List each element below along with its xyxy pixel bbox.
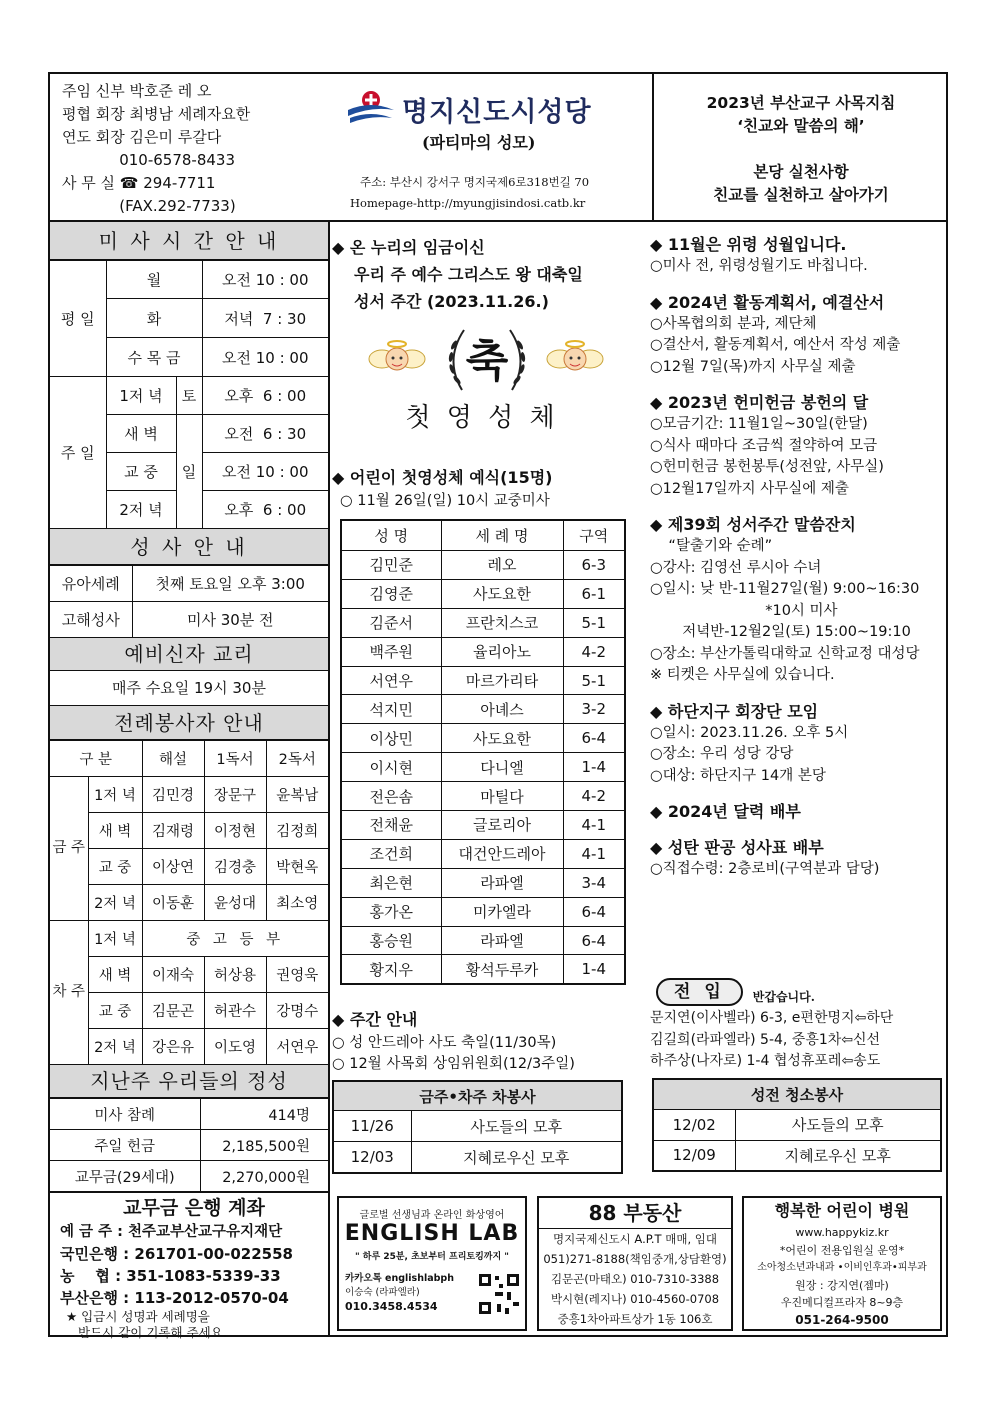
fc-name: 백주원 bbox=[341, 637, 441, 666]
mass-time: 오전 10 : 00 bbox=[202, 453, 328, 491]
guideline-theme: ‘친교와 말씀의 해’ bbox=[737, 117, 865, 135]
hospital-title: 행복한 어린이 병원 bbox=[774, 1201, 910, 1220]
feast-title-2: 우리 주 예수 그리스도 왕 대축일 bbox=[354, 265, 583, 284]
notice-title: ◆ 2024년 달력 배부 bbox=[650, 802, 801, 821]
notice-title: ◆ 성탄 판공 성사표 배부 bbox=[650, 838, 824, 857]
liturgy-person: 강은유 bbox=[142, 1029, 204, 1065]
ad-realty bbox=[537, 1196, 733, 1331]
yeondo-president-line: 연도 회장 김은미 루갈다 bbox=[62, 128, 222, 146]
offering-value: 2,185,500원 bbox=[200, 1130, 328, 1161]
angel-right-icon bbox=[546, 335, 604, 385]
fc-baptismal-name: 황석두루카 bbox=[441, 955, 563, 984]
fc-district: 6-3 bbox=[563, 551, 625, 580]
fc-baptismal-name: 레오 bbox=[441, 551, 563, 580]
mass-times-title: 미 사 시 간 안 내 bbox=[50, 222, 328, 260]
sacrament-title: 성 사 안 내 bbox=[50, 529, 328, 565]
notice-title: ◆ 2023년 헌미헌금 봉헌의 달 bbox=[650, 393, 869, 412]
office-phone: 사 무 실 ☎ 294-7711 bbox=[62, 174, 216, 192]
fc-district: 1-4 bbox=[563, 753, 625, 782]
liturgy-group: 중 고 등 부 bbox=[142, 921, 328, 957]
notice-line: 저녁반-12월2일(토) 15:00~19:10 bbox=[650, 624, 911, 640]
liturgy-slot: 교 중 bbox=[88, 993, 142, 1029]
fc-district: 6-4 bbox=[563, 926, 625, 955]
liturgy-person: 이상연 bbox=[142, 849, 204, 885]
fc-row bbox=[341, 897, 625, 926]
fc-baptismal-name: 마틸다 bbox=[441, 782, 563, 811]
pastor-line: 주임 신부 박호준 레 오 bbox=[62, 82, 212, 100]
fc-name: 홍승원 bbox=[341, 926, 441, 955]
fc-district: 3-2 bbox=[563, 695, 625, 724]
fc-row bbox=[341, 551, 625, 580]
catechumen-title: 예비신자 교리 bbox=[50, 638, 328, 671]
notice-line: ○대상: 하단지구 14개 본당 bbox=[650, 767, 826, 784]
sacrament-table bbox=[50, 565, 328, 638]
first-communion-banner bbox=[332, 315, 638, 465]
offering-value: 414명 bbox=[200, 1099, 328, 1130]
cleaning-group: 지혜로우신 모후 bbox=[735, 1140, 941, 1171]
notice-line: ※ 티켓은 사무실에 있습니다. bbox=[650, 667, 835, 683]
notice-title: ◆ 11월은 위령 성월입니다. bbox=[650, 235, 847, 254]
council-president-line: 평협 회장 최병남 세례자요한 bbox=[62, 105, 251, 123]
mass-slot: 교 중 bbox=[106, 453, 176, 491]
feast-title-1: ◆ 온 누리의 임금이신 bbox=[332, 238, 485, 257]
offering-label: 주일 헌금 bbox=[50, 1130, 200, 1161]
liturgy-person: 이동훈 bbox=[142, 885, 204, 921]
english-logo: ENGLISH LAB bbox=[344, 1221, 520, 1246]
liturgy-table bbox=[50, 740, 328, 1065]
offering-title: 지난주 우리들의 정성 bbox=[50, 1065, 328, 1098]
fc-name: 이상민 bbox=[341, 724, 441, 753]
notice-title: ◆ 2024년 활동계획서, 예결산서 bbox=[650, 292, 885, 312]
liturgy-title: 전례봉사자 안내 bbox=[50, 706, 328, 740]
church-name: 명지신도시성당 bbox=[402, 97, 592, 128]
next-week-label: 차 주 bbox=[50, 921, 88, 1065]
fc-name: 홍가온 bbox=[341, 897, 441, 926]
liturgy-slot: 1저 녁 bbox=[88, 777, 142, 813]
fc-header: 성 명 bbox=[341, 520, 441, 551]
realty-line: 김문곤(마태오) 010-7310-3388 bbox=[550, 1272, 720, 1286]
fc-baptismal-name: 사도요한 bbox=[441, 579, 563, 608]
fc-row bbox=[341, 955, 625, 984]
angel-left-icon bbox=[368, 335, 426, 385]
hospital-line: 원장 : 강지연(젬마) bbox=[795, 1278, 889, 1292]
mass-slot: 2저 녁 bbox=[106, 491, 176, 529]
liturgy-person: 허상용 bbox=[204, 957, 266, 993]
weekly-notice-line: ○ 12월 사목회 상임위원회(12/3주일) bbox=[332, 1056, 575, 1073]
diocese-guideline bbox=[654, 92, 948, 207]
fc-header: 구역 bbox=[563, 520, 625, 551]
liturgy-person: 윤복남 bbox=[266, 777, 328, 813]
bank-title: 교무금 은행 계좌 bbox=[123, 1197, 265, 1219]
fc-name: 석지민 bbox=[341, 695, 441, 724]
fc-baptismal-name: 마르가리타 bbox=[441, 666, 563, 695]
notice-line: ○헌미헌금 봉헌봉투(성전앞, 사무실) bbox=[650, 459, 884, 475]
liturgy-person: 김경충 bbox=[204, 849, 266, 885]
first-communion-time: ○ 11월 26일(일) 10시 교중미사 bbox=[340, 493, 550, 509]
realty-line: 051)271-8188(책임중개,상담환영) bbox=[543, 1252, 727, 1266]
liturgy-person: 이재숙 bbox=[142, 957, 204, 993]
hospital-line: 051-264-9500 bbox=[795, 1312, 889, 1327]
offering-label: 미사 참례 bbox=[50, 1099, 200, 1130]
fc-district: 6-4 bbox=[563, 897, 625, 926]
fc-baptismal-name: 대건안드레아 bbox=[441, 839, 563, 868]
fc-row bbox=[341, 753, 625, 782]
church-address: 주소: 부산시 강서구 명지국제6로318번길 70 bbox=[360, 175, 590, 189]
fc-row bbox=[341, 811, 625, 840]
realty-line: 명지국제신도시 A.P.T 매매, 임대 bbox=[553, 1232, 717, 1246]
transfer-line: 하주상(나자로) 1-4 협성휴포레⇦송도 bbox=[650, 1053, 881, 1069]
guideline-year: 2023년 부산교구 사목지침 bbox=[706, 94, 896, 112]
catechumen-schedule: 매주 수요일 19시 30분 bbox=[50, 671, 328, 706]
realty-line: 중흥1차아파트상가 1동 106호 bbox=[557, 1312, 713, 1326]
liturgy-person: 권영욱 bbox=[266, 957, 328, 993]
first-communion-title: 첫 영 성 체 bbox=[405, 403, 559, 433]
car-service-title: 금주•차주 차봉사 bbox=[333, 1081, 622, 1111]
weekday-label: 평 일 bbox=[50, 261, 106, 377]
liturgy-header: 1독서 bbox=[204, 741, 266, 777]
liturgy-header: 해설 bbox=[142, 741, 204, 777]
fc-baptismal-name: 사도요한 bbox=[441, 724, 563, 753]
liturgy-slot: 1저 녁 bbox=[88, 921, 142, 957]
feast-title-3: 성서 주간 (2023.11.26.) bbox=[354, 292, 549, 311]
transfer-in bbox=[650, 978, 946, 1073]
mass-weekday: 일 bbox=[176, 415, 202, 529]
church-subtitle: (파티마의 성모) bbox=[422, 133, 536, 152]
english-kakao: 카카오톡 englishlabph bbox=[345, 1273, 454, 1284]
welcome-text: 반갑습니다. bbox=[752, 989, 815, 1004]
realty-line: 박시현(레지나) 010-4560-0708 bbox=[550, 1292, 720, 1306]
fc-name: 전채윤 bbox=[341, 811, 441, 840]
liturgy-slot: 새 벽 bbox=[88, 813, 142, 849]
weekly-notice-title: ◆ 주간 안내 bbox=[332, 1009, 418, 1029]
fc-name: 김민준 bbox=[341, 551, 441, 580]
bulletin-page bbox=[48, 72, 948, 1340]
mass-time: 저녁 7 : 30 bbox=[202, 299, 328, 338]
car-service-date: 11/26 bbox=[333, 1111, 411, 1142]
first-communion-section-title: ◆ 어린이 첫영성체 예식(15명) bbox=[332, 468, 553, 487]
transfer-label: 전 입 bbox=[656, 978, 743, 1006]
fc-row bbox=[341, 724, 625, 753]
church-homepage[interactable]: Homepage-http://myungjisindosi.catb.kr bbox=[350, 196, 586, 210]
notice-line: ○미사 전, 위령성월기도 바칩니다. bbox=[650, 258, 868, 274]
bank-kb: 국민은행 : 261701-00-022558 bbox=[60, 1245, 293, 1263]
liturgy-header: 2독서 bbox=[266, 741, 328, 777]
sunday-label: 주 일 bbox=[50, 377, 106, 529]
mass-time: 오전 10 : 00 bbox=[202, 261, 328, 299]
liturgy-header: 구 분 bbox=[50, 741, 142, 777]
bank-busan: 부산은행 : 113-2012-0570-04 bbox=[60, 1289, 289, 1307]
notice-title: ◆ 하단지구 회장단 모임 bbox=[650, 701, 819, 721]
hospital-line: www.happykiz.kr bbox=[795, 1226, 889, 1239]
bank-holder: 예 금 주 : 천주교부산교구유지재단 bbox=[60, 1224, 283, 1240]
mass-time: 오후 6 : 00 bbox=[202, 377, 328, 415]
notice-line: ○12월 7일(목)까지 사무실 제출 bbox=[650, 358, 856, 375]
weekly-notice-line: ○ 성 안드레아 사도 축일(11/30목) bbox=[332, 1034, 557, 1051]
bank-note-2: 반드시 같이 기록해 주세요. bbox=[78, 1325, 227, 1340]
liturgy-slot: 교 중 bbox=[88, 849, 142, 885]
fc-baptismal-name: 미카엘라 bbox=[441, 897, 563, 926]
fc-row bbox=[341, 579, 625, 608]
mass-weekday: 토 bbox=[176, 377, 202, 415]
ad-english-lab bbox=[337, 1196, 527, 1331]
fc-row bbox=[341, 695, 625, 724]
transfer-line: 김길희(라파엘라) 5-4, 중흥1차⇦신선 bbox=[650, 1031, 881, 1048]
celebrate-character: 축 bbox=[465, 336, 509, 387]
liturgy-slot: 새 벽 bbox=[88, 957, 142, 993]
realty-title: 88 부동산 bbox=[539, 1198, 731, 1229]
fc-baptismal-name: 글로리아 bbox=[441, 811, 563, 840]
bank-nh: 농 협 : 351-1083-5339-33 bbox=[60, 1267, 281, 1285]
notice-line: *10시 미사 bbox=[650, 602, 838, 619]
liturgy-person: 김정희 bbox=[266, 813, 328, 849]
transfer-line: 문지연(이사벨라) 6-3, e편한명지⇦하단 bbox=[650, 1010, 894, 1026]
fc-baptismal-name: 다니엘 bbox=[441, 753, 563, 782]
notice-line: ○직접수령: 2층로비(구역분과 담당) bbox=[650, 861, 880, 877]
liturgy-slot: 2저 녁 bbox=[88, 1029, 142, 1065]
fc-district: 4-2 bbox=[563, 782, 625, 811]
fc-row bbox=[341, 868, 625, 897]
fc-baptismal-name: 프란치스코 bbox=[441, 608, 563, 637]
fc-row bbox=[341, 666, 625, 695]
liturgy-person: 서연우 bbox=[266, 1029, 328, 1065]
fc-name: 황지우 bbox=[341, 955, 441, 984]
fc-district: 6-4 bbox=[563, 724, 625, 753]
first-communion-rows bbox=[341, 551, 625, 984]
mass-slot: 새 벽 bbox=[106, 415, 176, 453]
english-phone: 010.3458.4534 bbox=[345, 1300, 438, 1313]
fc-district: 3-4 bbox=[563, 868, 625, 897]
fc-baptismal-name: 아녜스 bbox=[441, 695, 563, 724]
fc-district: 4-1 bbox=[563, 839, 625, 868]
car-service-group: 지혜로우신 모후 bbox=[411, 1142, 622, 1173]
mass-day: 월 bbox=[106, 261, 202, 299]
parish-practice-text: 친교를 실천하고 살아가기 bbox=[713, 186, 889, 204]
this-week-label: 금 주 bbox=[50, 777, 88, 921]
mass-time: 오전 10 : 00 bbox=[202, 338, 328, 377]
bank-note-1: ★ 입금시 성명과 세례명을 bbox=[66, 1309, 210, 1324]
qr-code-icon[interactable] bbox=[477, 1272, 521, 1316]
english-slogan: " 하루 25분, 초보부터 프리토킹까지 " bbox=[354, 1252, 509, 1262]
mass-times-table bbox=[50, 260, 328, 529]
fc-name: 조건희 bbox=[341, 839, 441, 868]
notice-line: ○12월17일까지 사무실에 제출 bbox=[650, 480, 849, 497]
fc-baptismal-name: 라파엘 bbox=[441, 868, 563, 897]
hospital-line: 우진메디컬프라자 8~9층 bbox=[780, 1296, 904, 1309]
fc-district: 6-1 bbox=[563, 579, 625, 608]
liturgy-person: 김문곤 bbox=[142, 993, 204, 1029]
liturgy-person: 윤성대 bbox=[204, 885, 266, 921]
parish-practice-title: 본당 실천사항 bbox=[753, 163, 849, 181]
english-contact-name: 이승숙 (라파엘라) bbox=[345, 1287, 420, 1298]
cleaning-date: 12/02 bbox=[653, 1109, 735, 1140]
english-top: 글로벌 선생님과 온라인 화상영어 bbox=[359, 1210, 505, 1221]
notice-line: “탈출기와 순례” bbox=[650, 538, 773, 554]
fc-district: 4-1 bbox=[563, 811, 625, 840]
liturgy-person: 이정현 bbox=[204, 813, 266, 849]
notice-line: ○강사: 김영선 루시아 수녀 bbox=[650, 559, 822, 576]
fc-district: 4-2 bbox=[563, 637, 625, 666]
first-communion-table bbox=[340, 519, 626, 985]
sacrament-name: 유아세례 bbox=[50, 566, 132, 602]
liturgy-person: 최소영 bbox=[266, 885, 328, 921]
notice-sections bbox=[650, 234, 946, 881]
fc-name: 서연우 bbox=[341, 666, 441, 695]
cleaning-group: 사도들의 모후 bbox=[735, 1109, 941, 1140]
sacrament-name: 고해성사 bbox=[50, 602, 132, 638]
bank-accounts bbox=[50, 1192, 328, 1341]
car-service-date: 12/03 bbox=[333, 1142, 411, 1173]
cleaning-title: 성전 청소봉사 bbox=[653, 1079, 941, 1109]
hospital-line: 소아청소년과내과 •이비인후과•피부과 bbox=[757, 1262, 927, 1273]
fc-name: 김영준 bbox=[341, 579, 441, 608]
fc-district: 5-1 bbox=[563, 666, 625, 695]
mass-day: 화 bbox=[106, 299, 202, 338]
header-left bbox=[62, 80, 322, 218]
fc-baptismal-name: 율리아노 bbox=[441, 637, 563, 666]
yeondo-phone: 010-6578-8433 bbox=[62, 151, 236, 169]
hospital-line: *어린이 전용입원실 운영* bbox=[779, 1243, 905, 1257]
liturgy-slot: 2저 녁 bbox=[88, 885, 142, 921]
church-logo bbox=[346, 86, 396, 126]
liturgy-person: 장문구 bbox=[204, 777, 266, 813]
notice-title: ◆ 제39회 성서주간 말씀잔치 bbox=[650, 515, 856, 534]
cleaning-table bbox=[652, 1078, 942, 1172]
liturgy-person: 이도영 bbox=[204, 1029, 266, 1065]
sacrament-time: 첫째 토요일 오후 3:00 bbox=[132, 566, 328, 602]
notice-line: ○사목협의회 분과, 제단체 bbox=[650, 315, 817, 332]
notice-line: ○모금기간: 11월1일~30일(한달) bbox=[650, 416, 868, 432]
column-middle bbox=[332, 234, 638, 1174]
mass-time: 오전 6 : 30 bbox=[202, 415, 328, 453]
fc-district: 5-1 bbox=[563, 608, 625, 637]
liturgy-person: 김민경 bbox=[142, 777, 204, 813]
mass-slot: 1저 녁 bbox=[106, 377, 176, 415]
notice-line: ○장소: 우리 성당 강당 bbox=[650, 746, 794, 762]
notice-line: ○식사 때마다 조금씩 절약하여 모금 bbox=[650, 437, 878, 454]
fc-row bbox=[341, 782, 625, 811]
liturgy-person: 강명수 bbox=[266, 993, 328, 1029]
liturgy-person: 김재령 bbox=[142, 813, 204, 849]
fc-name: 전은솜 bbox=[341, 782, 441, 811]
cleaning-date: 12/09 bbox=[653, 1140, 735, 1171]
fc-row bbox=[341, 637, 625, 666]
liturgy-person: 허관수 bbox=[204, 993, 266, 1029]
office-fax: (FAX.292-7733) bbox=[62, 197, 236, 215]
ad-hospital bbox=[742, 1196, 942, 1331]
fc-name: 이시현 bbox=[341, 753, 441, 782]
fc-row bbox=[341, 608, 625, 637]
car-service-group: 사도들의 모후 bbox=[411, 1111, 622, 1142]
church-emblem-icon bbox=[346, 86, 396, 126]
column-left bbox=[50, 222, 328, 1341]
fc-row bbox=[341, 926, 625, 955]
offering-table bbox=[50, 1098, 328, 1192]
car-service-table bbox=[332, 1080, 623, 1174]
mass-time: 오후 6 : 00 bbox=[202, 491, 328, 529]
fc-baptismal-name: 라파엘 bbox=[441, 926, 563, 955]
notice-line: ○일시: 낮 반-11월27일(월) 9:00~16:30 bbox=[650, 581, 920, 597]
fc-district: 1-4 bbox=[563, 955, 625, 984]
notice-line: ○일시: 2023.11.26. 오후 5시 bbox=[650, 724, 849, 741]
notice-line: ○장소: 부산가톨릭대학교 신학교정 대성당 bbox=[650, 645, 920, 662]
notice-line: ○결산서, 활동계획서, 예산서 작성 제출 bbox=[650, 337, 901, 353]
liturgy-person: 박현옥 bbox=[266, 849, 328, 885]
fc-header: 세 례 명 bbox=[441, 520, 563, 551]
offering-label: 교무금(29세대) bbox=[50, 1161, 200, 1192]
fc-name: 최은현 bbox=[341, 868, 441, 897]
fc-row bbox=[341, 839, 625, 868]
column-right bbox=[650, 234, 946, 881]
sacrament-time: 미사 30분 전 bbox=[132, 602, 328, 638]
mass-day: 수 목 금 bbox=[106, 338, 202, 377]
fc-name: 김준서 bbox=[341, 608, 441, 637]
offering-value: 2,270,000원 bbox=[200, 1161, 328, 1192]
